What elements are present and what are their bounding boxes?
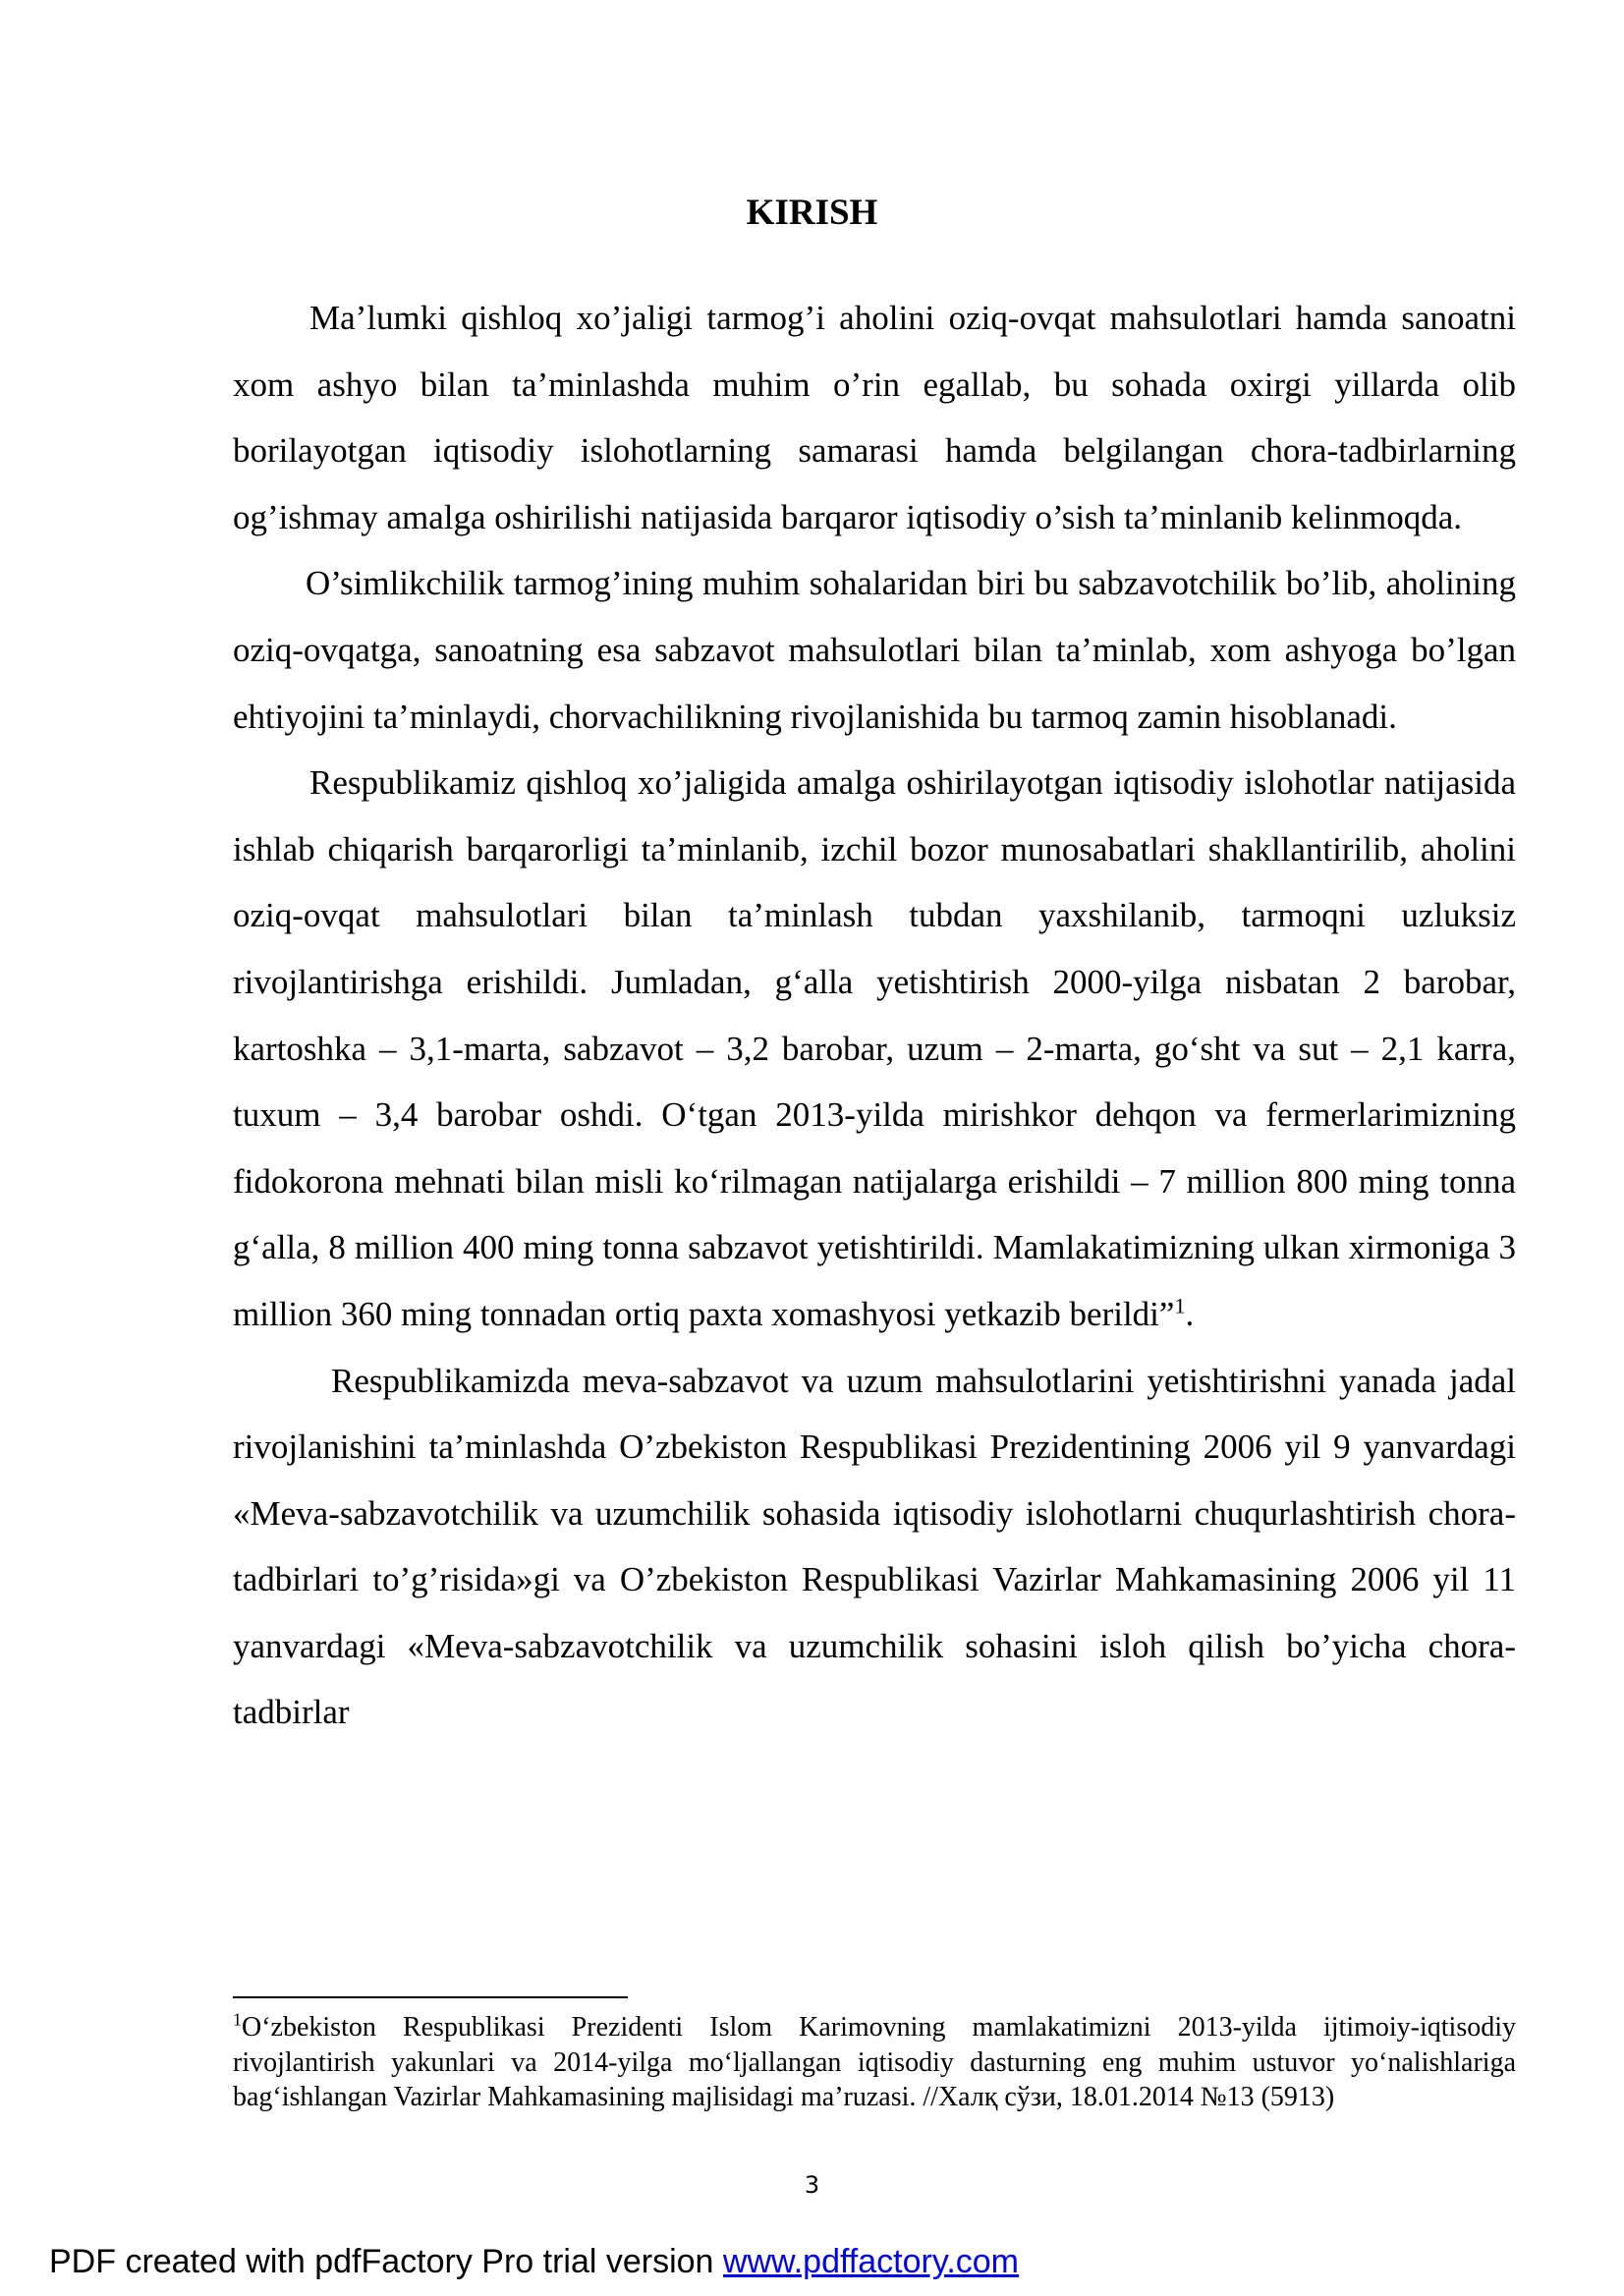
page-number: 3 xyxy=(804,2171,820,2199)
paragraph-3-end: . xyxy=(1185,1294,1195,1333)
paragraph-3 xyxy=(233,750,1516,1347)
footnote-separator xyxy=(233,1996,628,1998)
pdf-banner xyxy=(49,2240,1019,2283)
paragraph-3-text: Respublikamiz qishloq xo’jaligida amalga oshirilayotgan iqtisodiy islohotlar natijasida ishlab chiqarish barqarorligi ta’minlanib, izchil bozor munosabatlari shakllantirilib, aholini oziq-ovqat mahsulotlari bilan ta’minlash tubdan yaxshilanib, tarmoqni uzluksiz rivojlantirishga erishildi. Jumladan, g‘alla yetishtirish 2000-yilga nisbatan 2 barobar, kartoshka – 3,1-marta, sabzavot – 3,2 barobar, uzum – 2-marta, go‘sht va sut – 2,1 karra, tuxum – 3,4 barobar oshdi. O‘tgan 2013-yilda mirishkor dehqon va fermerlarimizning fidokorona mehnati bilan misli ko‘rilmagan natijalarga erishildi – 7 million 800 ming tonna g‘alla, 8 million 400 ming tonna sabzavot yetishtirildi. Mamlakatimizning ulkan xirmoniga 3 million 360 ming tonnadan ortiq paxta xomashyosi yetkazib berildi” xyxy=(233,763,1516,1333)
paragraph-2: O’simlikchilik tarmog’ining muhim sohalaridan biri bu sabzavotchilik bo’lib, aholining oziq-ovqatga, sanoatning esa sabzavot mahsulotlari bilan ta’minlab, xom ashyoga bo’lgan ehtiyojini ta’minlaydi, chorvachilikning rivojlanishida bu tarmoq zamin hisoblanadi. xyxy=(233,564,1516,736)
footnote-reference: 1 xyxy=(1174,1293,1186,1318)
page-title: KIRISH xyxy=(746,193,878,233)
paragraph-1: Ma’lumki qishloq xo’jaligi tarmog’i aholini oziq-ovqat mahsulotlari hamda sanoatni xom ashyo bilan ta’minlashda muhim o’rin egallab, bu sohada oxirgi yillarda olib borilayotgan iqtisodiy islohotlarning samarasi hamda belgilangan chora-tadbirlarning og’ishmay amalga oshirilishi natijasida barqaror iqtisodiy o’sish ta’minlanib kelinmoqda. xyxy=(233,299,1516,536)
footnote-text: O‘zbekiston Respublikasi Prezidenti Islom Karimovning mamlakatimizni 2013-yilda ijtimoiy-iqtisodiy rivojlantirish yakunlari va 2014-yilga mo‘ljallangan iqtisodiy dasturning eng muhim ustuvor yo‘nalishlariga bag‘ishlangan Vazirlar Mahkamasining majlisidagi ma’ruzasi. //Халқ сўзи, 18.01.2014 №13 (5913) xyxy=(233,2012,1516,2112)
pdf-banner-text: PDF created with pdfFactory Pro trial version xyxy=(49,2243,723,2280)
pdffactory-link[interactable]: www.pdffactory.com xyxy=(722,2243,1019,2280)
paragraph-4: Respublikamizda meva-sabzavot va uzum mahsulotlarini yetishtirishni yanada jadal rivojlanishini ta’minlashda O’zbekiston Respublikasi Prezidentining 2006 yil 9 yanvardagi «Meva-sabzavotchilik va uzumchilik sohasida iqtisodiy islohotlarni chuqurlashtirish chora-tadbirlari to’g’risida»gi va O’zbekiston Respublikasi Vazirlar Mahkamasining 2006 yil 11 yanvardagi «Meva-sabzavotchilik va uzumchilik sohasini isloh qilish bo’yicha chora-tadbirlar xyxy=(233,1361,1516,1732)
footnote xyxy=(233,2010,1516,2115)
body-text xyxy=(233,285,1516,1746)
footnote-marker: 1 xyxy=(233,2009,242,2030)
